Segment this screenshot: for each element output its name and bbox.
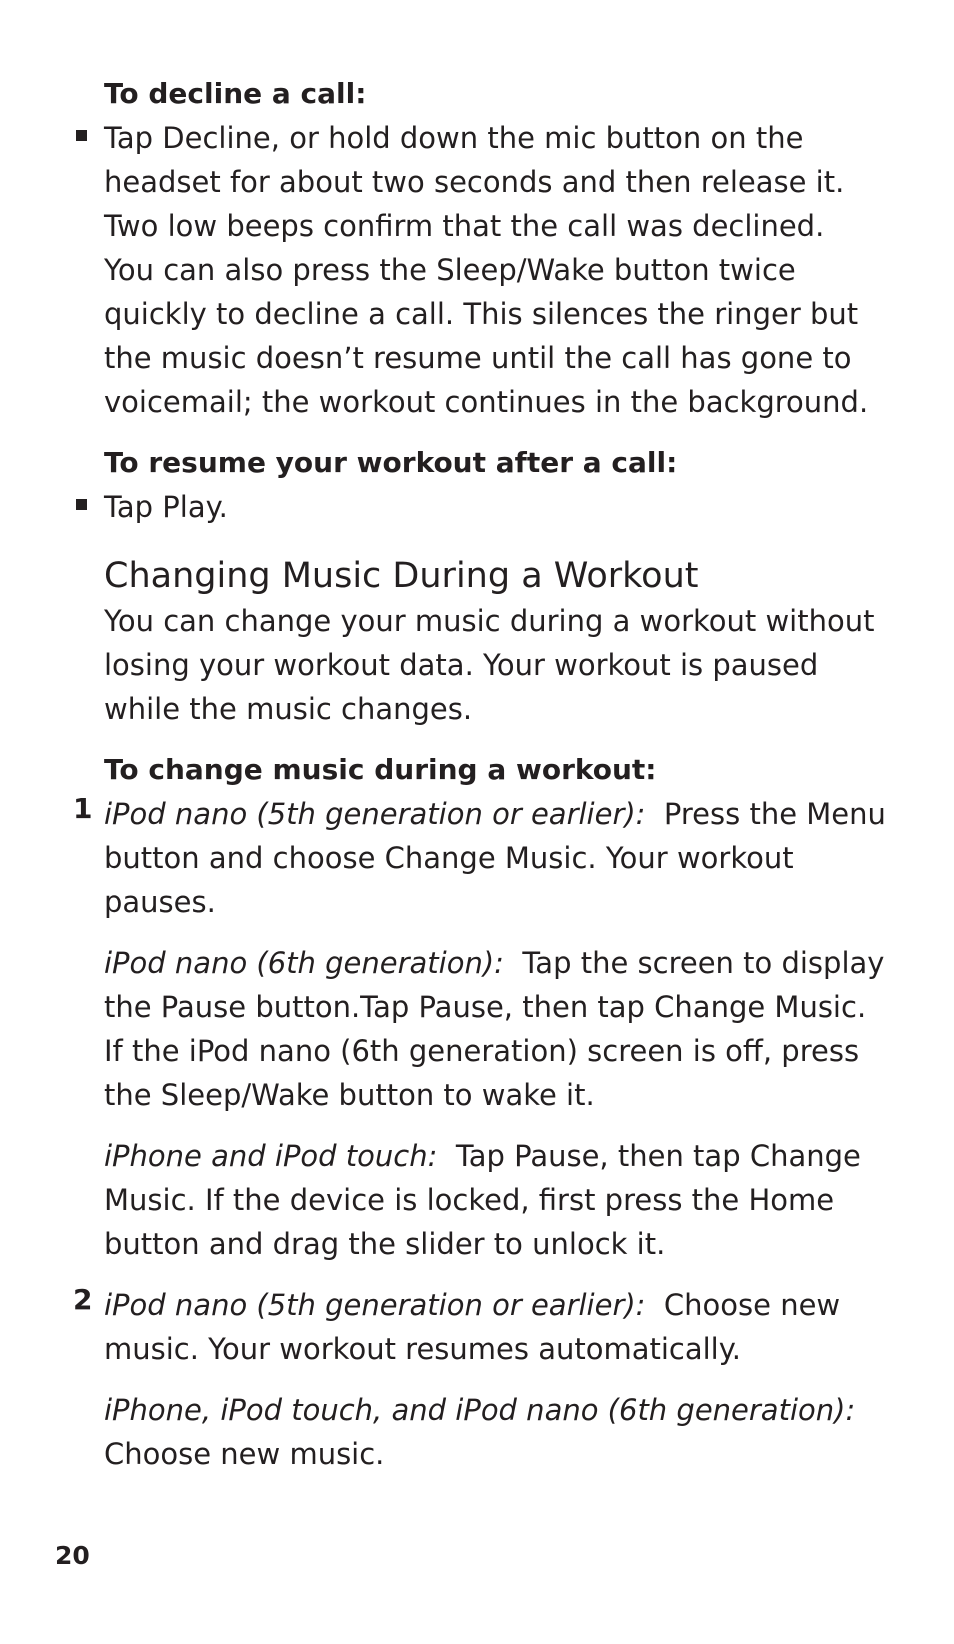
device-label: iPod nano (6th generation): [104,946,504,980]
device-label: iPod nano (5th generation or earlier): [104,797,646,831]
step-text: Choose new music. Your workout resumes automatically. [104,1288,841,1366]
step-text: Choose new music. [104,1437,385,1471]
step-paragraph [104,941,894,1117]
step-paragraph [104,1388,894,1476]
resume-heading: To resume your workout after a call: [104,446,678,479]
device-label: iPhone and iPod touch: [104,1139,438,1173]
step-text: Tap Pause, then tap Change Music. If the device is locked, first press the Home button and drag the slider to unlock it. [104,1139,861,1261]
numbered-step-1 [73,792,894,1266]
step-number: 1 [73,792,93,825]
decline-step-text: Tap Decline, or hold down the mic button on the headset for about two seconds and then release it. Two low beeps confirm that the call was declined. [104,121,845,243]
device-label: iPod nano (5th generation or earlier): [104,1288,646,1322]
step-number: 2 [73,1283,93,1316]
step-text: Tap the screen to display the Pause button.Tap Pause, then tap Change Music. If the iPod nano (6th generation) screen is off, press the Sleep/Wake button to wake it. [104,946,885,1112]
page-number: 20 [55,1541,90,1570]
bullet-square-icon [76,130,87,141]
device-label: iPhone, iPod touch, and iPod nano (6th generation): [104,1393,856,1427]
decline-step [104,116,894,248]
numbered-step-2 [73,1283,894,1476]
bullet-square-icon [76,499,87,510]
decline-heading: To decline a call: [104,77,367,110]
section-title: Changing Music During a Workout [104,556,699,596]
resume-step-text: Tap Play. [104,490,228,524]
decline-note: You can also press the Sleep/Wake button twice quickly to decline a call. This silences the ringer but the music doesn’t resume until the call has gone to voicemail; the workout continues in the background. [104,253,869,419]
step-paragraph [104,792,894,924]
change-music-heading: To change music during a workout: [104,753,657,786]
step-text: Press the Menu button and choose Change Music. Your workout pauses. [104,797,886,919]
step-paragraph [104,1283,894,1371]
step-paragraph [104,1134,894,1266]
resume-step [104,485,894,529]
section-intro: You can change your music during a workout without losing your workout data. Your workout is paused while the music changes. [104,604,875,726]
page-content [73,72,894,1476]
